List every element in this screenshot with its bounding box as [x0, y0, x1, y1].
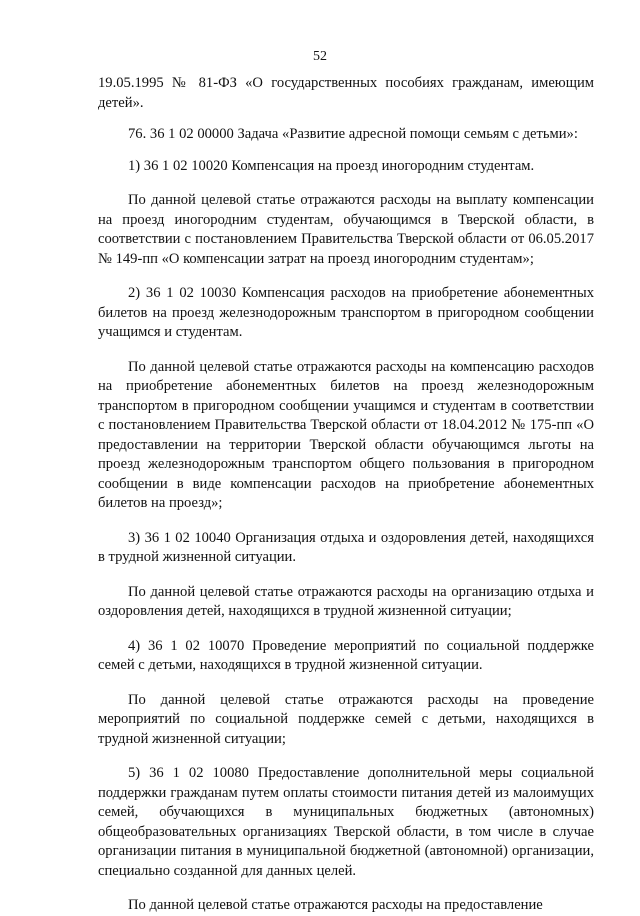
paragraph-item-5: 5) 36 1 02 10080 Предоставление дополнительной меры социальной поддержки гражданам путем оплаты стоимости питания детей из малоимущих семей, обучающихся в муниципальных бюджетных (автономных) общеобразовательных организациях Тверской области, в том числе в случае организации питания в муниципальной бюджетной (автономной) организации, специально созданной для данных целей.: [98, 765, 594, 879]
paragraph-item-1: 1) 36 1 02 10020 Компенсация на проезд иногородним студентам.: [128, 157, 535, 174]
paragraph-item-4: 4) 36 1 02 10070 Проведение мероприятий по социальной поддержке семей с детьми, находящихся в трудной жизненной ситуации.: [98, 637, 594, 673]
paragraph-item-2-description: По данной целевой статье отражаются расходы на компенсацию расходов на приобретение абонементных билетов на проезд железнодорожным транспортом в пригородном сообщении учащимся и студентам в соответствии с постановлением Правительства Тверской области от 18.04.2012 № 175-пп «О предоставлении на территории Тверской области обучающимся льготы на проезд железнодорожным транспортом общего пользования в пригородном сообщении в виде компенсации расходов на приобретение абонементных билетов на проезд»;: [98, 358, 594, 511]
paragraph-item-3: 3) 36 1 02 10040 Организация отдыха и оздоровления детей, находящихся в трудной жизненной ситуации.: [98, 529, 594, 565]
paragraph-item-3-description: По данной целевой статье отражаются расходы на организацию отдыха и оздоровления детей, находящихся в трудной жизненной ситуации;: [98, 583, 594, 619]
page-number: 52: [313, 49, 327, 64]
paragraph-item-5-description: По данной целевой статье отражаются расходы на предоставление: [128, 897, 543, 913]
paragraph-item-1-description: По данной целевой статье отражаются расходы на выплату компенсации на проезд иногородним студентам, обучающимся в Тверской области, в соответствии с постановлением Правительства Тверской области от 06.05.2017 № 149-пп «О компенсации затрат на проезд иногородним студентам»;: [98, 192, 594, 267]
paragraph-item-4-description: По данной целевой статье отражаются расходы на проведение мероприятий по социальной поддержке семей с детьми, находящихся в трудной жизненной ситуации;: [98, 691, 594, 747]
document-body: [98, 74, 594, 916]
paragraph-item-2: 2) 36 1 02 10030 Компенсация расходов на приобретение абонементных билетов на проезд железнодорожным транспортом в пригородном сообщении учащимся и студентам.: [98, 285, 594, 340]
paragraph-law-reference: 19.05.1995 № 81-ФЗ «О государственных пособиях гражданам, имеющим детей».: [98, 75, 594, 111]
paragraph-task-heading: 76. 36 1 02 00000 Задача «Развитие адресной помощи семьям с детьми»:: [128, 126, 578, 142]
